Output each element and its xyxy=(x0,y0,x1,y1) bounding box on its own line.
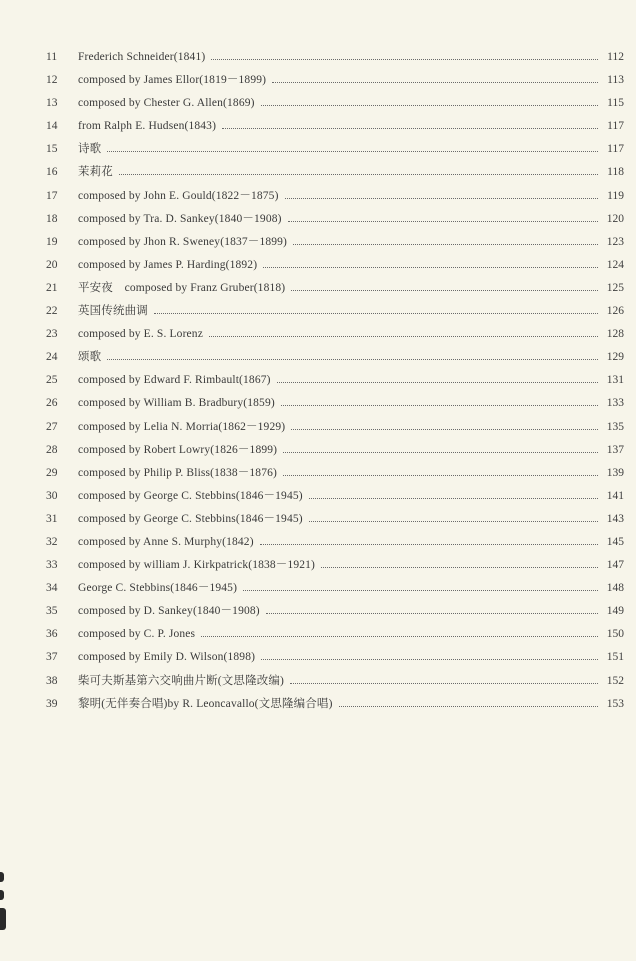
toc-entry-title: composed by Chester G. Allen(1869) xyxy=(78,97,255,110)
toc-entry xyxy=(46,577,624,600)
toc-entry xyxy=(46,231,624,254)
toc-entry-page: 113 xyxy=(607,74,624,87)
toc-entry-number: 14 xyxy=(46,120,58,133)
toc-dot-leader xyxy=(288,221,598,222)
toc-dot-leader xyxy=(222,128,598,129)
toc-entry-page: 147 xyxy=(606,559,624,572)
toc-entry xyxy=(46,670,624,693)
toc-dot-leader xyxy=(266,613,598,614)
page-edge-mark xyxy=(0,908,6,930)
toc-dot-leader xyxy=(309,498,598,499)
toc-entry-title: Frederich Schneider(1841) xyxy=(78,51,206,63)
toc-entry xyxy=(46,462,624,485)
toc-entry-title: composed by D. Sankey(1840－1908) xyxy=(78,605,260,618)
toc-entry-title: 英国传统曲调 xyxy=(78,305,148,318)
toc-entry-number: 23 xyxy=(46,328,58,341)
toc-entry-number: 24 xyxy=(46,351,58,364)
toc-dot-leader xyxy=(107,151,598,152)
toc-entry xyxy=(46,323,624,346)
toc-entry-title: composed by Jhon R. Sweney(1837－1899) xyxy=(78,235,288,248)
toc-entry-page: 148 xyxy=(606,582,624,595)
toc-dot-leader xyxy=(261,105,598,106)
toc-entry-title: 黎明(无伴奏合唱)by R. Leoncavallo(文思隆编合唱) xyxy=(78,697,333,710)
toc-entry-number: 29 xyxy=(46,466,58,479)
toc-entry xyxy=(46,92,624,115)
toc-entry-number: 35 xyxy=(46,605,58,618)
toc-entry xyxy=(46,161,624,184)
toc-dot-leader xyxy=(211,59,598,60)
toc-entry-title: 茉莉花 xyxy=(78,166,113,179)
toc-entry-page: 120 xyxy=(606,212,624,225)
toc-dot-leader xyxy=(339,706,598,707)
toc-entry-number: 11 xyxy=(46,51,58,63)
toc-entry-number: 15 xyxy=(46,143,58,156)
toc-entry-number: 34 xyxy=(46,582,58,595)
toc-entry xyxy=(46,646,624,669)
toc-entry-title: composed by C. P. Jones xyxy=(78,628,196,641)
toc-entry-title: composed by John E. Gould(1822－1875) xyxy=(78,189,279,202)
toc-entry-page: 115 xyxy=(607,97,624,110)
toc-entry-page: 141 xyxy=(606,489,624,502)
toc-entry xyxy=(46,115,624,138)
toc-entry xyxy=(46,600,624,623)
toc-entry-page: 123 xyxy=(606,235,624,248)
toc-entry-page: 149 xyxy=(606,605,624,618)
toc-entry-page: 117 xyxy=(607,120,624,133)
toc-entry xyxy=(46,554,624,577)
toc-entry-page: 135 xyxy=(606,420,624,433)
toc-entry-number: 28 xyxy=(46,443,58,456)
toc-entry-page: 119 xyxy=(607,189,624,202)
toc-entry-number: 32 xyxy=(46,535,58,548)
toc-entry xyxy=(46,208,624,231)
toc-entry xyxy=(46,439,624,462)
toc-entry-number: 25 xyxy=(46,374,58,387)
toc-entry-number: 31 xyxy=(46,512,58,525)
toc-entry xyxy=(46,277,624,300)
toc-entry-page: 112 xyxy=(607,51,624,63)
toc-entry-page: 150 xyxy=(606,628,624,641)
toc-entry-title: composed by Anne S. Murphy(1842) xyxy=(78,535,254,548)
toc-dot-leader xyxy=(291,429,598,430)
toc-entry-page: 151 xyxy=(606,651,624,664)
toc-dot-leader xyxy=(321,567,598,568)
toc-entry-number: 18 xyxy=(46,212,58,225)
toc-entry-number: 33 xyxy=(46,559,58,572)
toc-entry xyxy=(46,46,624,69)
toc-entry-page: 129 xyxy=(606,351,624,364)
toc-entry-title: composed by George C. Stebbins(1846－1945) xyxy=(78,489,303,502)
toc-dot-leader xyxy=(154,313,598,314)
toc-dot-leader xyxy=(291,290,598,291)
toc-dot-leader xyxy=(277,382,598,383)
toc-entry xyxy=(46,300,624,323)
toc-dot-leader xyxy=(107,359,598,360)
toc-dot-leader xyxy=(293,244,598,245)
toc-entry-title: composed by Tra. D. Sankey(1840－1908) xyxy=(78,212,282,225)
toc-entry-number: 36 xyxy=(46,628,58,641)
toc-entry-page: 124 xyxy=(606,258,624,271)
toc-entry-title: composed by William B. Bradbury(1859) xyxy=(78,397,275,410)
toc-entry xyxy=(46,369,624,392)
toc-entry-title: composed by Lelia N. Morria(1862－1929) xyxy=(78,420,286,433)
toc-entry-number: 26 xyxy=(46,397,58,410)
toc-entry-page: 145 xyxy=(606,535,624,548)
toc-dot-leader xyxy=(272,82,598,83)
toc-entry-page: 117 xyxy=(607,143,624,156)
toc-dot-leader xyxy=(261,659,598,660)
toc-entry-title: 颂歌 xyxy=(78,351,102,364)
toc-entry-number: 30 xyxy=(46,489,58,502)
toc-entry-title: composed by Edward F. Rimbault(1867) xyxy=(78,374,271,387)
toc-entry-title: composed by william J. Kirkpatrick(1838－1921) xyxy=(78,559,316,572)
toc-entry-page: 152 xyxy=(606,674,624,687)
toc-entry-number: 20 xyxy=(46,258,58,271)
toc-entry-number: 17 xyxy=(46,189,58,202)
toc-entry-page: 133 xyxy=(606,397,624,410)
toc-entry-title: George C. Stebbins(1846－1945) xyxy=(78,582,238,595)
toc-dot-leader xyxy=(290,683,598,684)
toc-entry-title: composed by Robert Lowry(1826－1899) xyxy=(78,443,278,456)
toc-entry-page: 125 xyxy=(606,281,624,294)
toc-dot-leader xyxy=(283,475,598,476)
toc-entry-page: 139 xyxy=(606,466,624,479)
toc-entry-number: 12 xyxy=(46,74,58,87)
toc-entry-title: 柴可夫斯基第六交响曲片断(文思隆改编) xyxy=(78,674,285,687)
toc-dot-leader xyxy=(283,452,598,453)
toc-entry-number: 39 xyxy=(46,697,58,710)
toc-entry-number: 27 xyxy=(46,420,58,433)
toc-entry-number: 16 xyxy=(46,166,58,179)
page-edge-mark xyxy=(0,890,4,900)
toc-entry-number: 37 xyxy=(46,651,58,664)
toc-entry xyxy=(46,485,624,508)
toc-entry-page: 153 xyxy=(606,697,624,710)
toc-entry-title: composed by Emily D. Wilson(1898) xyxy=(78,651,256,664)
toc-dot-leader xyxy=(285,198,598,199)
toc-dot-leader xyxy=(243,590,598,591)
toc-entry-title: 平安夜 composed by Franz Gruber(1818) xyxy=(78,281,286,294)
toc-dot-leader xyxy=(209,336,598,337)
page-edge-mark xyxy=(0,872,4,882)
toc-entry-number: 13 xyxy=(46,97,58,110)
toc-entry xyxy=(46,416,624,439)
toc-entry-page: 143 xyxy=(606,512,624,525)
toc-entry xyxy=(46,623,624,646)
toc-entry-number: 19 xyxy=(46,235,58,248)
toc-entry xyxy=(46,138,624,161)
toc-entry-number: 21 xyxy=(46,281,58,294)
toc-entry-page: 128 xyxy=(606,328,624,341)
toc-entry xyxy=(46,392,624,415)
toc-entry-title: composed by James Ellor(1819－1899) xyxy=(78,74,267,87)
toc-entry xyxy=(46,185,624,208)
toc-entry-title: composed by James P. Harding(1892) xyxy=(78,258,258,271)
toc-dot-leader xyxy=(260,544,598,545)
toc-entry-title: composed by George C. Stebbins(1846－1945) xyxy=(78,512,303,525)
toc-dot-leader xyxy=(263,267,598,268)
toc-entry-number: 38 xyxy=(46,674,58,687)
toc-dot-leader xyxy=(309,521,598,522)
toc-entry xyxy=(46,693,624,716)
toc-entry xyxy=(46,531,624,554)
toc-entry xyxy=(46,254,624,277)
toc-entry-page: 118 xyxy=(607,166,624,179)
toc-dot-leader xyxy=(201,636,598,637)
table-of-contents xyxy=(46,46,624,716)
toc-entry-title: 诗歌 xyxy=(78,143,102,156)
toc-entry-title: composed by Philip P. Bliss(1838－1876) xyxy=(78,466,277,479)
toc-entry-page: 137 xyxy=(606,443,624,456)
toc-entry-page: 131 xyxy=(606,374,624,387)
toc-entry xyxy=(46,346,624,369)
toc-entry-number: 22 xyxy=(46,305,58,318)
toc-entry-title: from Ralph E. Hudsen(1843) xyxy=(78,120,217,133)
toc-entry-title: composed by E. S. Lorenz xyxy=(78,328,203,341)
toc-entry-page: 126 xyxy=(606,305,624,318)
toc-dot-leader xyxy=(281,405,598,406)
toc-dot-leader xyxy=(119,174,598,175)
toc-entry xyxy=(46,508,624,531)
toc-entry xyxy=(46,69,624,92)
